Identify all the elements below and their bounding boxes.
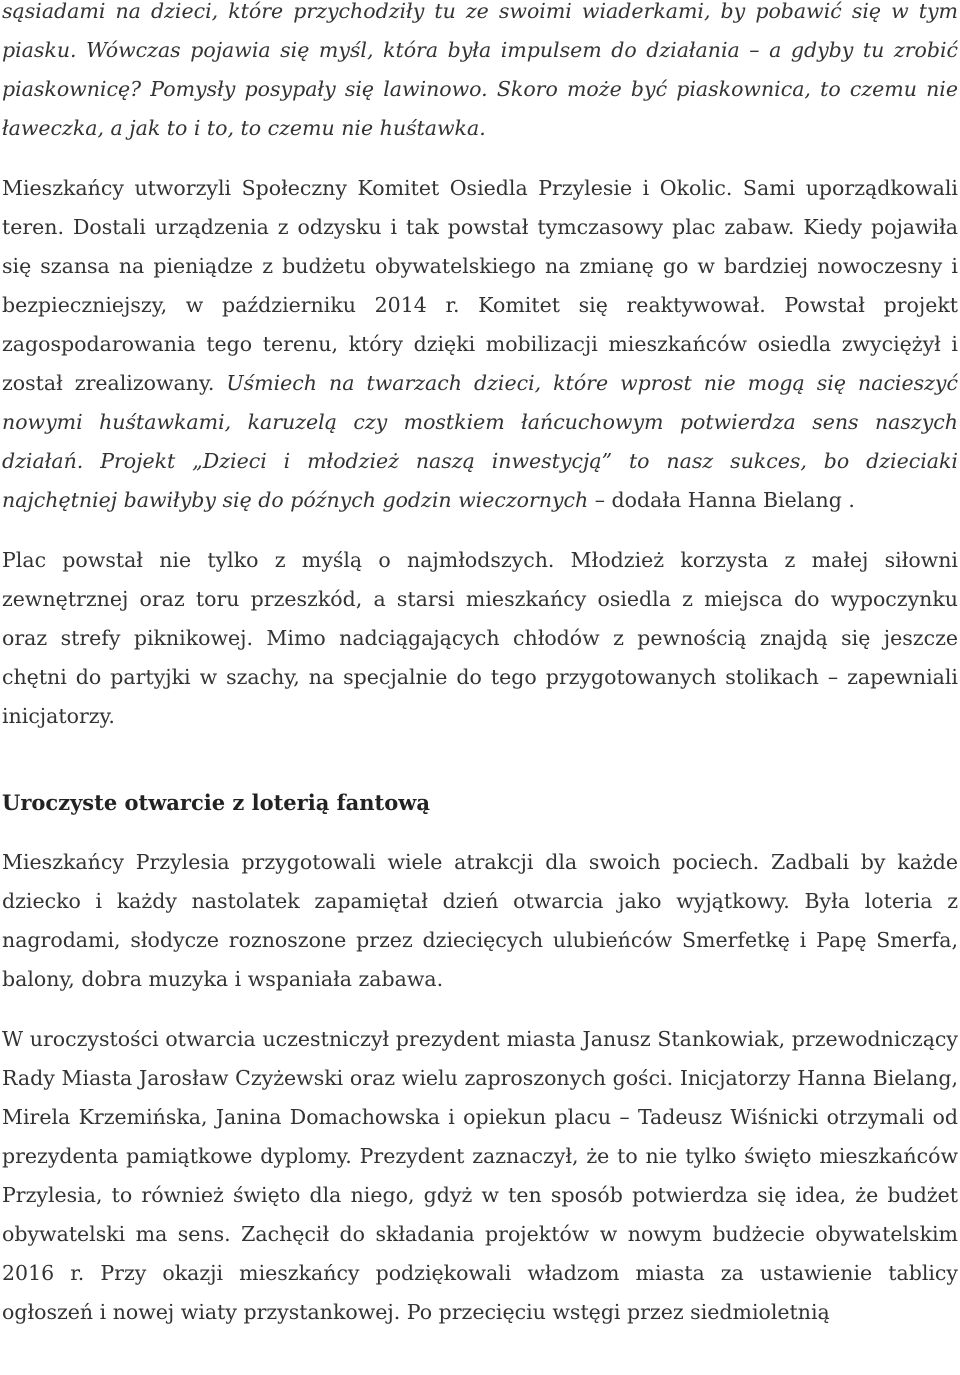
paragraph-committee-attribution: – dodała Hanna Bielang . (588, 488, 855, 512)
quote-sandbox-idea: sąsiadami na dzieci, które przychodziły tu ze swoimi wiaderkami, by pobawić się w tym piasku. Wówczas pojawia się myśl, która była impulsem do działania – a gdyby tu zrobić piaskownicę? Pomysły posypały się lawinowo. Skoro może być piaskownica, to czemu nie ławeczka, a jak to i to, to czemu nie huśtawka. (2, 0, 958, 140)
article-body (2, 0, 958, 1332)
paragraph-opening-ceremony: W uroczystości otwarcia uczestniczył prezydent miasta Janusz Stankowiak, przewodniczący Rady Miasta Jarosław Czyżewski oraz wielu zaproszonych gości. Inicjatorzy Hanna Bielang, Mirela Krzemińska, Janina Domachowska i opiekun placu – Tadeusz Wiśnicki otrzymali od prezydenta pamiątkowe dyplomy. Prezydent zaznaczył, że to nie tylko święto mieszkańców Przylesia, to również święto dla niego, gdyż w ten sposób potwierdza się idea, że budżet obywatelski ma sens. Zachęcił do składania projektów w nowym budżecie obywatelskim 2016 r. Przy okazji mieszkańcy podziękowali władzom miasta za ustawienie tablicy ogłoszeń i nowej wiaty przystankowej. Po przecięciu wstęgi przez siedmioletnią (2, 1027, 958, 1324)
paragraph-playground-for-all: Plac powstał nie tylko z myślą o najmłodszych. Młodzież korzysta z małej siłowni zewnętrznej oraz toru przeszkód, a starsi mieszkańcy osiedla z miejsca do wypoczynku oraz strefy piknikowej. Mimo nadciągających chłodów z pewnością znajdą się jeszcze chętni do partyjki w szachy, na specjalnie do tego przygotowanych stolikach – zapewniali inicjatorzy. (2, 548, 958, 728)
paragraph-committee (2, 169, 958, 520)
section-heading: Uroczyste otwarcie z loterią fantową (2, 790, 430, 815)
paragraph-sandbox-idea (2, 0, 958, 148)
quote-hanna-bielang: Uśmiech na twarzach dzieci, które wprost nie mogą się nacieszyć nowymi huśtawkami, karuzelą czy mostkiem łańcuchowym potwierdza sens naszych działań. Projekt „Dzieci i młodzież naszą inwestycją” to nasz sukces, bo dzieciaki najchętniej bawiłyby się do późnych godzin wieczornych (2, 371, 958, 512)
paragraph-attractions: Mieszkańcy Przylesia przygotowali wiele atrakcji dla swoich pociech. Zadbali by każde dziecko i każdy nastolatek zapamiętał dzień otwarcia jako wyjątkowy. Była loteria z nagrodami, słodycze roznoszone przez dziecięcych ulubieńców Smerfetkę i Papę Smerfa, balony, dobra muzyka i wspaniała zabawa. (2, 850, 958, 991)
paragraph-committee-text: Mieszkańcy utworzyli Społeczny Komitet Osiedla Przylesie i Okolic. Sami uporządkowali teren. Dostali urządzenia z odzysku i tak powstał tymczasowy plac zabaw. Kiedy pojawiła się szansa na pieniądze z budżetu obywatelskiego na zmianę go w bardziej nowoczesny i bezpieczniejszy, w październiku 2014 r. Komitet się reaktywował. Powstał projekt zagospodarowania tego terenu, który dzięki mobilizacji mieszkańców osiedla zwyciężył i został zrealizowany. (2, 176, 958, 395)
